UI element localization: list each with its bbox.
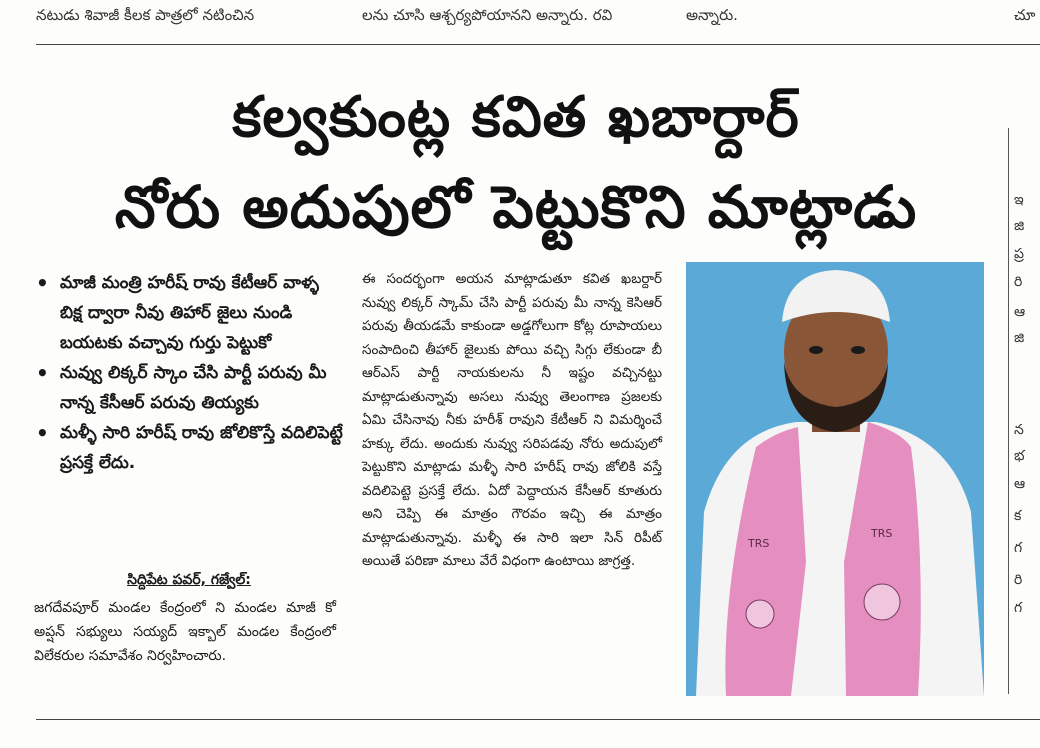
fragment-text: ఇ — [1014, 192, 1024, 208]
strip-snippet: చూ — [1014, 6, 1036, 24]
dateline: సిద్దిపేట పవర్, గజ్వేల్: — [127, 572, 251, 588]
fragment-text: గ — [1014, 540, 1023, 556]
eye — [809, 346, 823, 354]
fragment-text: గ — [1014, 600, 1023, 616]
bottom-divider — [36, 719, 1040, 720]
article-body-left: జగదేవపూర్ మండల కేంద్రంలో ని మండల మాజీ కో అప్షన్ సభ్యులు సయ్యద్ ఇక్బాల్ మండల కేంద్రంలో విలేకరుల సమావేశం నిర్వహించారు. — [34, 600, 336, 664]
fragment-text: ప్ర — [1014, 246, 1024, 262]
fragment-text: జి — [1014, 330, 1025, 346]
highlight-bullets — [34, 268, 344, 478]
strip-snippet: లను చూసి ఆశ్చర్యపోయానని అన్నారు. రవి — [362, 6, 613, 24]
fragment-text: జి — [1014, 218, 1025, 234]
column-divider — [1008, 128, 1009, 694]
fragment-text: ఆ — [1014, 476, 1026, 492]
scarf-leader-portrait — [746, 600, 774, 628]
fragment-text: రి — [1014, 572, 1023, 588]
bullet-text: మళ్ళీ సారి హరీష్ రావు జోలికొస్తే వదిలిపెట్టే ప్రసక్తే లేదు. — [60, 423, 343, 473]
strip-snippet: అన్నారు. — [686, 6, 738, 24]
bullet-item — [34, 418, 344, 478]
fragment-text: రి — [1014, 274, 1023, 290]
scarf-logo-text: TRS — [871, 527, 893, 540]
fragment-text: న — [1014, 422, 1024, 438]
fragment-text: క — [1014, 508, 1022, 524]
bullet-text: నువ్వు లిక్కర్ స్కాం చేసి పార్టీ పరువు మీ నాన్న కేసీఆర్ పరువు తియ్యకు — [60, 363, 327, 413]
eye — [851, 346, 865, 354]
headline-line-1: కల్వకుంట్ల కవిత ఖబార్దార్ — [232, 85, 800, 150]
bullet-icon: • — [36, 421, 49, 445]
bullet-icon: • — [36, 271, 49, 295]
strip-snippet: నటుడు శివాజీ కీలక పాత్రలో నటించిన — [36, 6, 255, 24]
fragment-text: భ — [1014, 448, 1025, 464]
scarf-leader-portrait — [864, 584, 900, 620]
bullet-item — [34, 268, 344, 358]
portrait-photo — [686, 262, 984, 696]
bullet-icon: • — [36, 361, 49, 385]
bullet-item — [34, 358, 344, 418]
headline-line-2: నోరు అదుపులో పెట్టుకొని మాట్లాడు — [114, 173, 918, 241]
fragment-text: ఆ — [1014, 304, 1026, 320]
article-body-middle: ఈ సందర్భంగా అయన మాట్లాడుతూ కవిత ఖబర్దార్ నువ్వు లిక్కర్ స్కామ్ చేసి పార్టీ పరువు మీ నాన్న కెసిఆర్ పరువు తీయడమే కాకుండా అడ్డగోలుగా కోట్ల రూపాయలు సంపాదించి తీహార్ జైలుకు పోయి వచ్చి సిగ్గు లేకుండా బీ ఆర్ఎస్ పార్టీ నాయకులను నీ ఇష్టం వచ్చినట్టు మాట్లాడుతున్నావు అసలు నువ్వు తెలంగాణ ప్రజలకు ఏమి చేసినావు నీకు హరీశ్ రావుని కేటీఆర్ ని విమర్శించే హక్కు లేదు. అందుకు నువ్వు సరిపడవు నోరు అదుపులో పెట్టుకొని మాట్లాడు మళ్ళీ సారి హరీష్ రావు జోలికి వస్తే వదిలిపెట్టె ప్రసక్తే లేదు. ఏదో పెద్దాయన కేసీఆర్ కూతురు అని చెప్పి ఈ మాత్రం గౌరవం ఇచ్చి ఈ మాత్రం మాట్లాడుతున్నావు. మళ్ళీ ఈ సారి ఇలా సిన్ రిపీట్ అయితే పరిణా మాలు వేరే విధంగా ఉంటాయి జాగ్రత్త. — [362, 271, 662, 569]
bullet-text: మాజీ మంత్రి హరీష్ రావు కేటీఆర్ వాళ్ళ బిక్ష ద్వారా నీవు తిహార్ జైలు నుండి బయటకు వచ్చావు గుర్తు పెట్టుకో — [60, 273, 319, 353]
top-divider — [36, 44, 1040, 45]
previous-article-strip — [0, 0, 1040, 44]
scarf-logo-text: TRS — [748, 537, 770, 550]
